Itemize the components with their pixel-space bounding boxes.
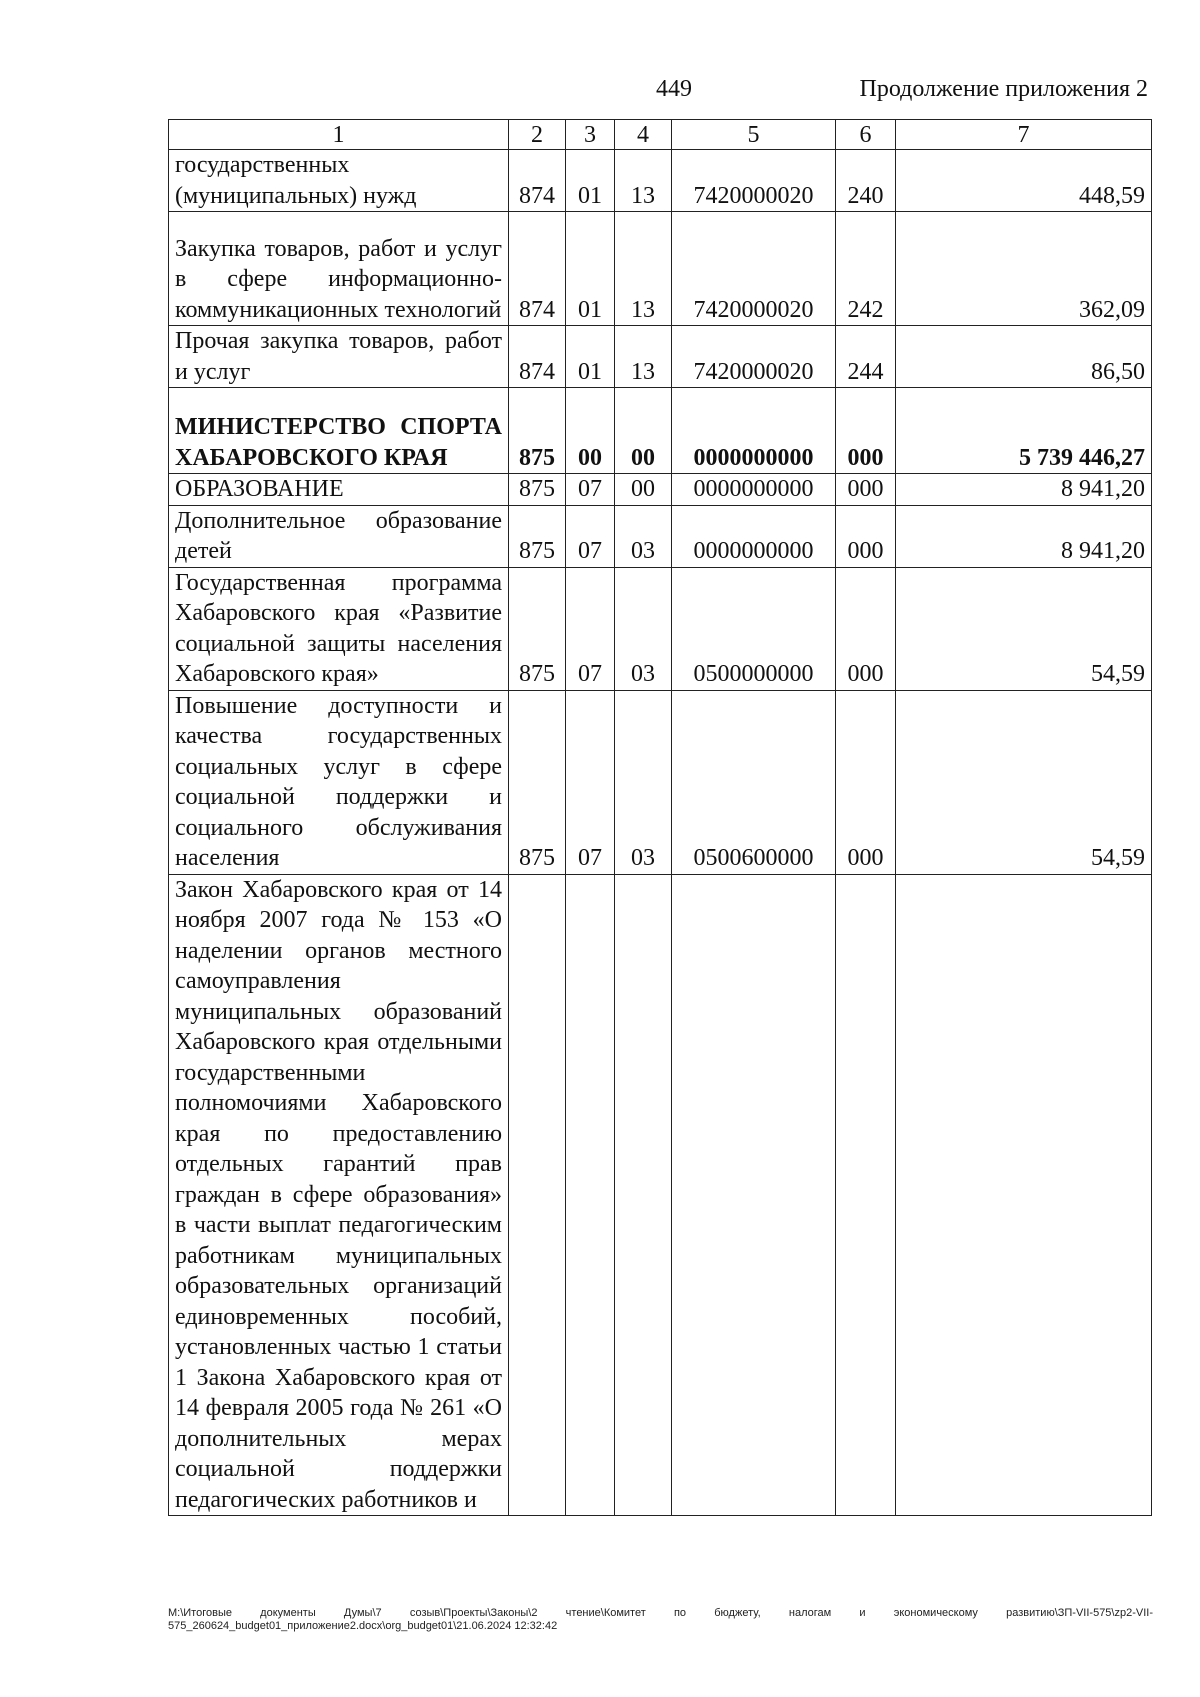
code-cell: 000	[836, 388, 896, 474]
amount-cell: 5 739 446,27	[896, 388, 1152, 474]
code-cell: 03	[615, 505, 672, 567]
code-cell: 0000000000	[672, 505, 836, 567]
code-cell: 00	[615, 474, 672, 506]
code-cell: 000	[836, 690, 896, 874]
column-header: 1	[169, 120, 509, 150]
row-name-cell: ОБРАЗОВАНИЕ	[169, 474, 509, 506]
code-cell: 7420000020	[672, 212, 836, 326]
code-cell: 875	[509, 567, 566, 690]
code-cell	[672, 874, 836, 1516]
table-row	[169, 505, 1152, 567]
code-cell	[566, 874, 615, 1516]
code-cell: 240	[836, 150, 896, 212]
row-name-cell: Повышение доступности и качества государственных социальных услуг в сфере социальной поддержки и социального обслуживания населения	[169, 690, 509, 874]
code-cell: 0000000000	[672, 474, 836, 506]
code-cell: 07	[566, 567, 615, 690]
column-number-row	[169, 120, 1152, 150]
column-header: 5	[672, 120, 836, 150]
code-cell: 000	[836, 505, 896, 567]
column-header: 2	[509, 120, 566, 150]
amount-cell: 54,59	[896, 567, 1152, 690]
row-name-cell: Прочая закупка товаров, работ и услуг	[169, 326, 509, 388]
table-row	[169, 567, 1152, 690]
code-cell: 01	[566, 326, 615, 388]
row-name-cell: государственных (муниципальных) нужд	[169, 150, 509, 212]
table-row	[169, 212, 1152, 326]
budget-table	[168, 119, 1152, 1516]
table-row	[169, 326, 1152, 388]
code-cell: 244	[836, 326, 896, 388]
code-cell: 13	[615, 326, 672, 388]
row-name-cell: Закон Хабаровского края от 14 ноября 2007 года № 153 «О наделении органов местного самоуправления муниципальных образований Хабаровского края отдельными государственными полномочиями Хабаровского края по предоставлению отдельных гарантий прав граждан в сфере образования» в части выплат педагогическим работникам муниципальных образовательных организаций единовременных пособий, установленных частью 1 статьи 1 Закона Хабаровского края от 14 февраля 2005 года № 261 «О дополнительных мерах социальной поддержки педагогических работников и	[169, 874, 509, 1516]
row-name-cell: Закупка товаров, работ и услуг в сфере информационно-коммуникационных технологий	[169, 212, 509, 326]
code-cell: 875	[509, 690, 566, 874]
code-cell	[509, 874, 566, 1516]
row-name-cell: Дополнительное образование детей	[169, 505, 509, 567]
code-cell: 875	[509, 388, 566, 474]
code-cell: 0500000000	[672, 567, 836, 690]
column-header: 7	[896, 120, 1152, 150]
code-cell: 13	[615, 150, 672, 212]
code-cell: 000	[836, 567, 896, 690]
amount-cell	[896, 874, 1152, 1516]
column-header: 3	[566, 120, 615, 150]
table-row	[169, 690, 1152, 874]
code-cell: 7420000020	[672, 326, 836, 388]
code-cell	[615, 874, 672, 1516]
code-cell: 13	[615, 212, 672, 326]
code-cell: 7420000020	[672, 150, 836, 212]
amount-cell: 362,09	[896, 212, 1152, 326]
code-cell: 01	[566, 150, 615, 212]
code-cell: 242	[836, 212, 896, 326]
code-cell: 875	[509, 474, 566, 506]
code-cell: 875	[509, 505, 566, 567]
file-path-footer: M:\Итоговые документы Думы\7 созыв\Проекты\Законы\2 чтение\Комитет по бюджету, налогам и экономическому развитию\ЗП-VII-575\zp2-VII-575_260624_budget01_приложение2.docx\org_budget01\21.06.2024 12:32:42	[168, 1607, 1153, 1632]
code-cell: 03	[615, 690, 672, 874]
amount-cell: 86,50	[896, 326, 1152, 388]
table-row	[169, 474, 1152, 506]
page-number: 449	[656, 76, 692, 102]
code-cell: 0500600000	[672, 690, 836, 874]
amount-cell: 54,59	[896, 690, 1152, 874]
column-header: 6	[836, 120, 896, 150]
code-cell: 0000000000	[672, 388, 836, 474]
column-header: 4	[615, 120, 672, 150]
row-name-cell: Государственная программа Хабаровского края «Развитие социальной защиты населения Хабаровского края»	[169, 567, 509, 690]
table-row	[169, 874, 1152, 1516]
code-cell: 874	[509, 150, 566, 212]
code-cell: 874	[509, 326, 566, 388]
continuation-label: Продолжение приложения 2	[859, 76, 1148, 102]
code-cell: 000	[836, 474, 896, 506]
amount-cell: 8 941,20	[896, 474, 1152, 506]
row-name-cell: МИНИСТЕРСТВО СПОРТА ХАБАРОВСКОГО КРАЯ	[169, 388, 509, 474]
code-cell: 03	[615, 567, 672, 690]
amount-cell: 8 941,20	[896, 505, 1152, 567]
code-cell: 07	[566, 505, 615, 567]
code-cell: 874	[509, 212, 566, 326]
code-cell	[836, 874, 896, 1516]
code-cell: 07	[566, 474, 615, 506]
code-cell: 01	[566, 212, 615, 326]
table-row	[169, 150, 1152, 212]
code-cell: 07	[566, 690, 615, 874]
table-row	[169, 388, 1152, 474]
code-cell: 00	[566, 388, 615, 474]
code-cell: 00	[615, 388, 672, 474]
amount-cell: 448,59	[896, 150, 1152, 212]
